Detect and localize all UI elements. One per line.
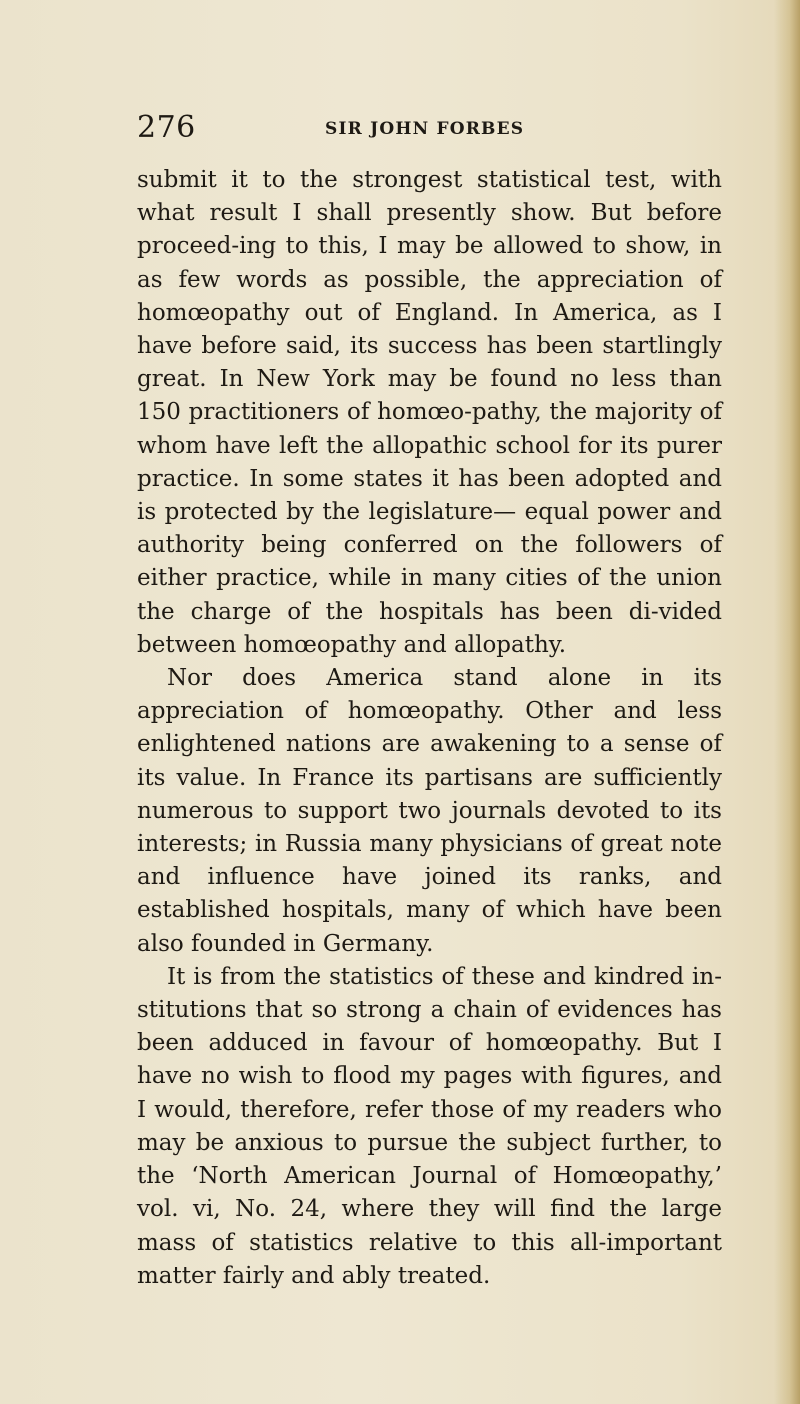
paragraph-2: Nor does America stand alone in its appreciation of homœopathy. Other and less enlightened nations are awakening to a sense of its value. In France its partisans are sufficiently numerous to support two journals devoted to its interests; in Russia many physicians of great note and influence have joined its ranks, and established hospitals, many of which have been also founded in Germany.	[137, 665, 722, 957]
body-text	[137, 164, 722, 1293]
page-header	[137, 108, 727, 148]
running-head: SIR JOHN FORBES	[325, 119, 525, 139]
paragraph-1: submit it to the strongest statistical test, with what result I shall presently show. But before proceed-ing to this, I may be allowed to show, in as few words as possible, the appreciation of homœopathy out of England. In America, as I have before said, its success has been startlingly great. In New York may be found no less than 150 practitioners of homœo-pathy, the majority of whom have left the allopathic school for its purer practice. In some states it has been adopted and is protected by the legislature— equal power and authority being conferred on the followers of either practice, while in many cities of the union the charge of the hospitals has been di-vided between homœopathy and allopathy.	[137, 167, 722, 658]
paragraph-3: It is from the statistics of these and kindred in-stitutions that so strong a chain of evidences has been adduced in favour of homœopathy. But I have no wish to flood my pages with figures, and I would, therefore, refer those of my readers who may be anxious to pursue the subject further, to the ‘North American Journal of Homœopathy,’ vol. vi, No. 24, where they will find the large mass of statistics relative to this all-important matter fairly and ably treated.	[137, 963, 722, 1289]
page-number: 276	[137, 110, 196, 145]
page-edge-stain	[774, 0, 800, 1404]
